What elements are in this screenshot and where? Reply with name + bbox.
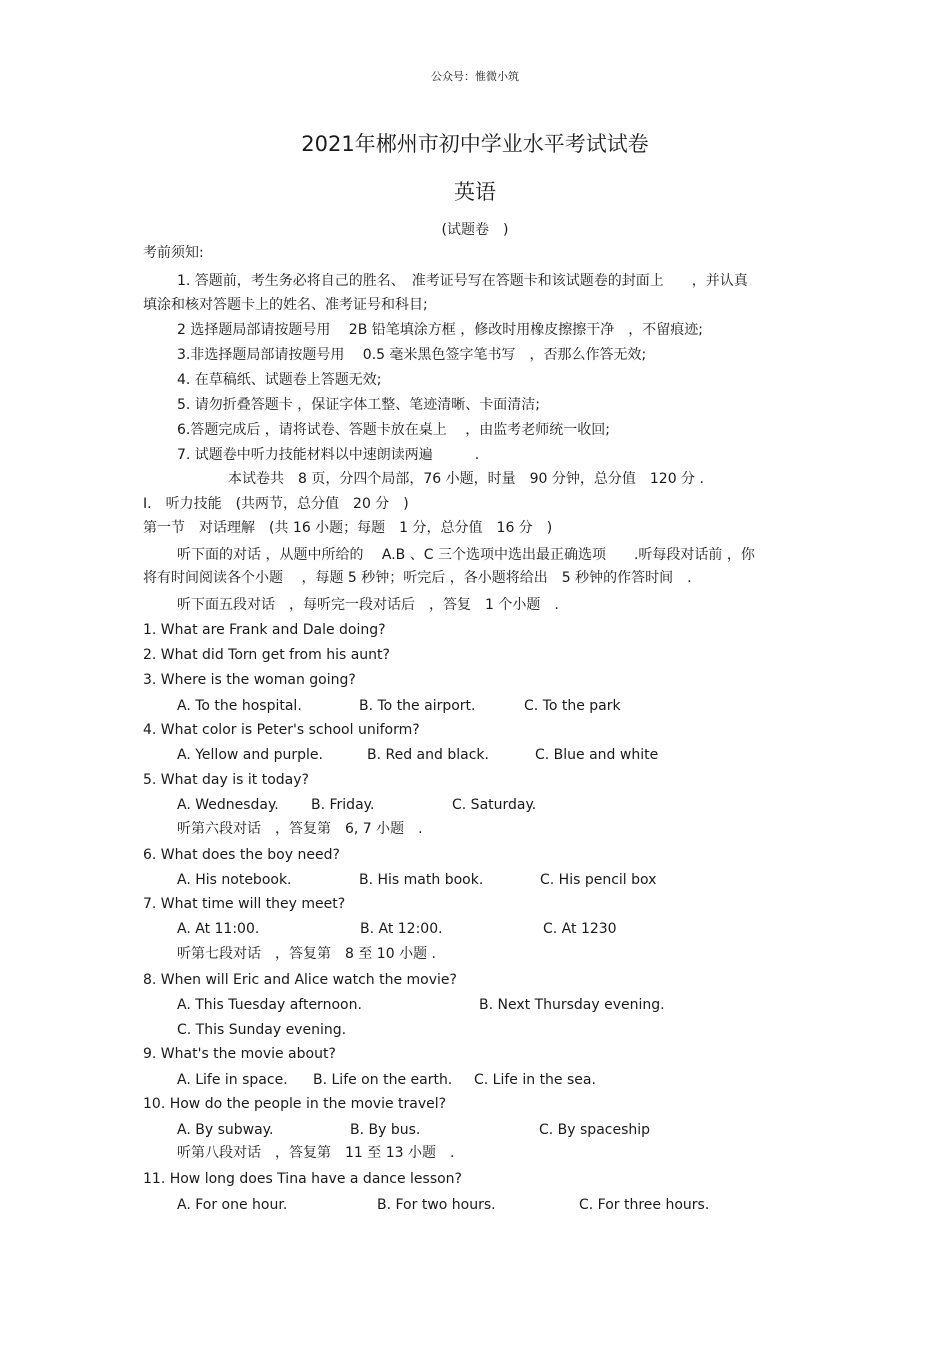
instruction-five: 听下面五段对话 ，每听完一段对话后 ，答复 1 个小题 . — [177, 597, 559, 613]
question-5-option-a: A. Wednesday. — [177, 797, 279, 813]
instruction-six: 听第六段对话 ，答复第 6, 7 小题 . — [177, 821, 423, 837]
notice-item-6: 6.答题完成后 ，请将试卷、答题卡放在桌上 ，由监考老师统一收回; — [177, 422, 610, 438]
instruction-eight: 听第八段对话 ，答复第 11 至 13 小题 . — [177, 1145, 455, 1161]
question-8-option-a: A. This Tuesday afternoon. — [177, 997, 362, 1013]
notice-item-1-cont: 填涂和核对答题卡上的姓名、准考证号和科目; — [143, 297, 428, 313]
question-6-option-c: C. His pencil box — [540, 872, 657, 888]
question-3-option-b: B. To the airport. — [359, 698, 476, 714]
question-9-option-c: C. Life in the sea. — [474, 1072, 596, 1088]
section-heading: I. 听力技能 (共两节，总分值 20 分 ) — [143, 496, 409, 512]
notice-item-1: 1. 答题前，考生务必将自己的胜名、 准考证号写在答题卡和该试题卷的封面上 ，并认真 — [177, 273, 748, 289]
notice-item-7: 7. 试题卷中听力技能材料以中速朗读两遍 . — [177, 447, 480, 463]
question-5-option-c: C. Saturday. — [452, 797, 537, 813]
notice-item-2: 2 选择题局部请按题号用 2B 铅笔填涂方框 ，修改时用橡皮擦擦干净 ，不留痕迹; — [177, 322, 703, 338]
question-10: 10. How do the people in the movie travel? — [143, 1096, 447, 1112]
question-5-option-b: B. Friday. — [311, 797, 375, 813]
question-9-option-b: B. Life on the earth. — [313, 1072, 453, 1088]
question-3-option-c: C. To the park — [524, 698, 621, 714]
part-heading: 第一节 对话理解 (共 16 小题；每题 1 分，总分值 16 分 ) — [143, 520, 553, 536]
question-3-option-a: A. To the hospital. — [177, 698, 302, 714]
notice-item-3: 3.非选择题局部请按题号用 0.5 毫米黑色签字笔书写 ，否那么作答无效; — [177, 347, 647, 363]
question-3: 3. Where is the woman going? — [143, 672, 356, 688]
question-8-option-b: B. Next Thursday evening. — [479, 997, 665, 1013]
question-4-option-a: A. Yellow and purple. — [177, 747, 323, 763]
question-4-option-b: B. Red and black. — [367, 747, 489, 763]
instruction-seven: 听第七段对话 ，答复第 8 至 10 小题 . — [177, 946, 436, 962]
notice-item-4: 4. 在草稿纸、试题卷上答题无效; — [177, 372, 382, 388]
exam-summary: 本试卷共 8 页，分四个局部，76 小题，时量 90 分钟，总分值 120 分 . — [228, 471, 704, 487]
question-9: 9. What's the movie about? — [143, 1046, 336, 1062]
question-10-option-c: C. By spaceship — [539, 1122, 651, 1138]
question-11: 11. How long does Tina have a dance lesson? — [143, 1171, 462, 1187]
question-7-option-b: B. At 12:00. — [360, 921, 443, 937]
exam-title: 2021年郴州市初中学业水平考试试卷 — [301, 132, 649, 156]
notice-heading: 考前须知: — [143, 245, 204, 261]
question-6-option-a: A. His notebook. — [177, 872, 292, 888]
question-11-option-c: C. For three hours. — [579, 1197, 710, 1213]
question-9-option-a: A. Life in space. — [177, 1072, 288, 1088]
question-2: 2. What did Torn get from his aunt? — [143, 647, 390, 663]
subject-title: 英语 — [454, 180, 496, 204]
instruction-line-2: 将有时间阅读各个小题 ，每题 5 秒钟；听完后 ，各小题将给出 5 秒钟的作答时间 . — [143, 570, 692, 586]
question-5: 5. What day is it today? — [143, 772, 309, 788]
question-7: 7. What time will they meet? — [143, 896, 346, 912]
paper-type: (试题卷 ) — [441, 222, 509, 238]
question-6: 6. What does the boy need? — [143, 847, 340, 863]
question-6-option-b: B. His math book. — [359, 872, 484, 888]
question-4: 4. What color is Peter's school uniform? — [143, 722, 420, 738]
watermark-header: 公众号：惟微小筑 — [431, 70, 519, 83]
question-8: 8. When will Eric and Alice watch the movie? — [143, 972, 457, 988]
question-8-option-c: C. This Sunday evening. — [177, 1022, 347, 1038]
question-10-option-b: B. By bus. — [350, 1122, 421, 1138]
question-7-option-c: C. At 1230 — [543, 921, 617, 937]
question-1: 1. What are Frank and Dale doing? — [143, 622, 386, 638]
question-4-option-c: C. Blue and white — [535, 747, 659, 763]
instruction-line-1: 听下面的对话 ，从题中所给的 A.B 、C 三个选项中选出最正确选项 .听每段对话前 ，你 — [177, 547, 755, 563]
notice-item-5: 5. 请勿折叠答题卡 ，保证字体工整、笔迹清晰、卡面清洁; — [177, 397, 540, 413]
question-11-option-b: B. For two hours. — [377, 1197, 496, 1213]
question-10-option-a: A. By subway. — [177, 1122, 274, 1138]
question-11-option-a: A. For one hour. — [177, 1197, 288, 1213]
question-7-option-a: A. At 11:00. — [177, 921, 260, 937]
